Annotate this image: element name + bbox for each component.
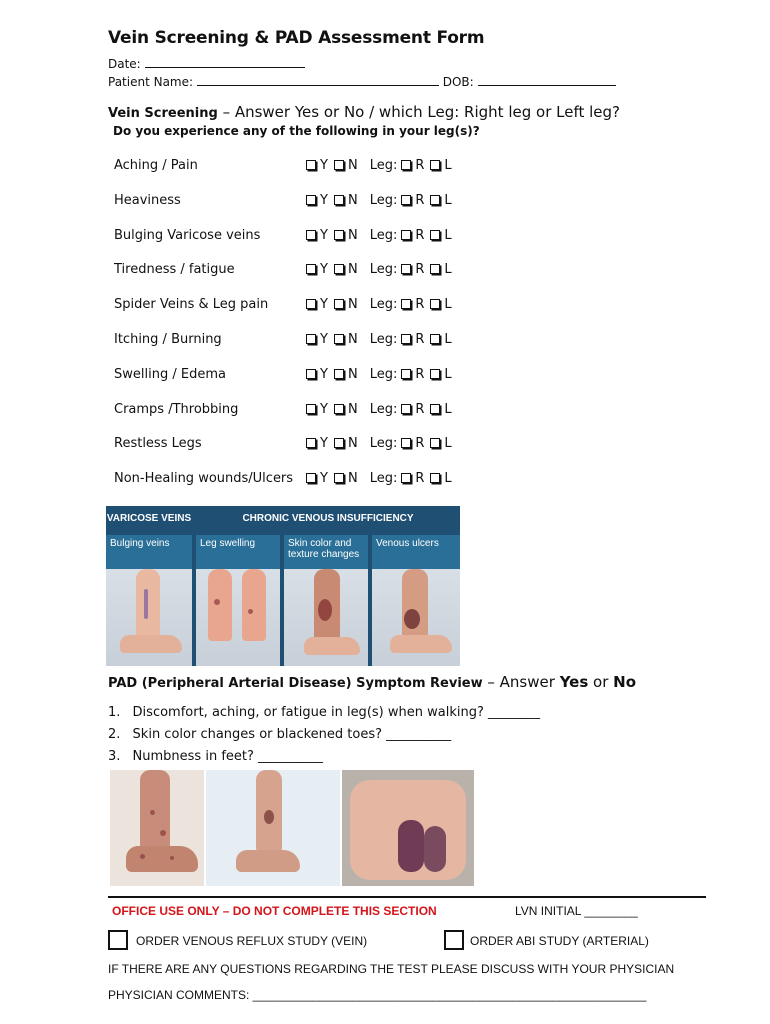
left-leg-option[interactable] [430,471,451,486]
checkbox-icon [401,195,411,205]
symptom-label: Restless Legs [114,436,202,452]
checkbox-icon [401,160,411,170]
leg-label: Leg: [369,366,398,382]
checkbox-icon [401,264,411,274]
left-label: L [444,158,452,173]
order-abi-checkbox[interactable] [444,930,462,948]
leg-label: Leg: [369,227,398,243]
left-leg-option[interactable] [430,193,451,208]
patient-row [108,73,616,89]
symptom-label: Heaviness [114,192,181,208]
checkbox-icon [306,369,316,379]
yes-label: Y [320,471,328,487]
left-leg-option[interactable] [430,297,451,312]
dob-field[interactable] [478,73,616,86]
right-leg-option[interactable] [401,158,424,173]
order-abi-label: ORDER ABI STUDY (ARTERIAL) [470,934,649,948]
vein-heading-bold: Vein Screening [108,106,218,121]
checkbox-icon [430,264,440,274]
yes-label: Y [320,192,328,208]
left-leg-option[interactable] [430,367,451,382]
yes-label: Y [320,158,328,173]
skin-changes-image [284,569,368,666]
checkbox-icon [306,160,316,170]
no-option[interactable] [334,332,358,347]
dob-label: DOB: [442,75,474,89]
date-row [108,55,305,71]
symptom-options [306,436,458,451]
vein-figure [106,506,460,666]
checkbox-icon [430,195,440,205]
checkbox-icon [401,299,411,309]
checkbox-icon [401,230,411,240]
left-label: L [444,401,452,417]
symptom-options [306,262,458,277]
yes-option[interactable] [306,228,328,243]
pad-toes-photo [342,770,474,886]
symptom-label: Spider Veins & Leg pain [114,297,269,313]
figure-panel-label: Leg swelling [196,535,280,569]
varicose-leg-image [106,569,192,666]
no-option[interactable] [334,193,358,208]
left-label: L [444,471,452,487]
left-leg-option[interactable] [430,228,451,243]
no-option[interactable] [334,367,358,382]
pad-item-number: 2. [108,727,121,742]
date-field[interactable] [145,55,305,68]
patient-name-field[interactable] [197,73,439,86]
symptom-row [114,402,474,422]
pad-item-number: 3. [108,749,121,764]
left-leg-option[interactable] [430,402,451,417]
checkbox-icon [334,195,344,205]
checkbox-icon [430,299,440,309]
leg-label: Leg: [369,297,398,313]
checkbox-icon [334,473,344,483]
symptom-row [114,262,474,282]
no-label: N [347,471,358,487]
left-label: L [444,436,452,452]
symptom-row [114,297,474,317]
right-leg-option[interactable] [401,332,424,347]
yes-option[interactable] [306,262,328,277]
left-leg-option[interactable] [430,158,451,173]
yes-label: Y [320,436,328,452]
patient-name-label: Patient Name: [108,75,194,89]
right-label: R [415,297,425,313]
figure-panel-label: Skin color and texture changes [284,535,368,569]
left-leg-option[interactable] [430,332,451,347]
left-leg-option[interactable] [430,436,451,451]
leg-label: Leg: [369,401,398,417]
symptom-row [114,228,474,248]
checkbox-icon [306,299,316,309]
right-leg-option[interactable] [401,402,424,417]
left-label: L [444,332,452,347]
symptom-label: Non-Healing wounds/Ulcers [114,471,294,487]
leg-label: Leg: [369,332,398,347]
yes-option[interactable] [306,297,328,312]
symptom-row [114,158,474,178]
checkbox-icon [334,438,344,448]
yes-option[interactable] [306,193,328,208]
checkbox-icon [306,230,316,240]
checkbox-icon [401,473,411,483]
right-label: R [415,436,425,452]
symptom-label: Tiredness / fatigue [114,262,235,278]
yes-option[interactable] [306,471,328,486]
figure-header-right: CHRONIC VENOUS INSUFFICIENCY [242,513,414,524]
leg-label: Leg: [369,192,398,208]
no-option[interactable] [334,402,358,417]
checkbox-icon [306,334,316,344]
right-leg-option[interactable] [401,262,424,277]
symptom-label: Aching / Pain [114,158,198,173]
checkbox-icon [430,160,440,170]
checkbox-icon [401,369,411,379]
no-label: N [347,436,358,452]
symptom-options [306,228,458,243]
right-leg-option[interactable] [401,436,424,451]
pad-item-number: 1. [108,705,121,720]
right-label: R [415,366,425,382]
checkbox-icon [306,473,316,483]
checkbox-icon [334,404,344,414]
lvn-initial[interactable]: LVN INITIAL ________ [515,904,638,918]
symptom-row [114,471,474,491]
left-leg-option[interactable] [430,262,451,277]
no-label: N [347,262,358,278]
left-label: L [444,366,452,382]
checkbox-icon [334,334,344,344]
right-label: R [415,192,425,208]
checkbox-icon [306,264,316,274]
checkbox-icon [430,404,440,414]
yes-option[interactable] [306,332,328,347]
pad-item [108,749,323,764]
right-label: R [415,227,425,243]
office-note: IF THERE ARE ANY QUESTIONS REGARDING THE TEST PLEASE DISCUSS WITH YOUR PHYSICIAN [108,962,675,976]
symptom-options [306,471,458,486]
no-option[interactable] [334,297,358,312]
pad-item-text: Numbness in feet? __________ [132,749,324,764]
right-label: R [415,401,425,417]
form-title: Vein Screening & PAD Assessment Form [108,28,485,48]
no-option[interactable] [334,436,358,451]
pad-legs-photo [206,770,340,886]
symptom-row [114,193,474,213]
symptom-options [306,402,458,417]
checkbox-icon [430,230,440,240]
symptom-options [306,332,458,347]
order-vein-label: ORDER VENOUS REFLUX STUDY (VEIN) [136,934,368,948]
left-label: L [444,262,452,278]
checkbox-icon [334,299,344,309]
pad-item [108,705,540,720]
left-label: L [444,192,452,208]
right-leg-option[interactable] [401,471,424,486]
checkbox-icon [401,404,411,414]
symptom-options [306,193,458,208]
checkbox-icon [401,438,411,448]
symptom-row [114,436,474,456]
checkbox-icon [430,334,440,344]
yes-option[interactable] [306,402,328,417]
pad-heading-dash: – Answer [482,673,560,691]
checkbox-icon [430,473,440,483]
leg-label: Leg: [369,471,398,487]
yes-label: Y [320,332,328,347]
symptom-row [114,332,474,352]
checkbox-icon [334,369,344,379]
no-label: N [347,332,358,347]
no-label: N [347,158,358,173]
no-label: N [347,297,358,313]
yes-label: Y [320,401,328,417]
right-leg-option[interactable] [401,367,424,382]
vein-heading [108,103,620,121]
checkbox-icon [334,264,344,274]
no-option[interactable] [334,228,358,243]
checkbox-icon [306,438,316,448]
right-leg-option[interactable] [401,193,424,208]
leg-label: Leg: [369,262,398,278]
yes-option[interactable] [306,367,328,382]
office-heading: OFFICE USE ONLY – DO NOT COMPLETE THIS SECTION [112,904,437,918]
pad-foot-photo [110,770,204,886]
no-label: N [347,227,358,243]
checkbox-icon [430,438,440,448]
yes-label: Y [320,297,328,313]
symptom-label: Bulging Varicose veins [114,227,261,243]
no-option[interactable] [334,471,358,486]
pad-no: No [613,673,637,691]
right-leg-option[interactable] [401,228,424,243]
venous-ulcer-image [372,569,460,666]
no-label: N [347,401,358,417]
pad-or: or [588,673,614,691]
figure-header-left: VARICOSE VEINS [106,513,192,524]
right-label: R [415,158,425,173]
yes-option[interactable] [306,158,328,173]
order-vein-checkbox[interactable] [108,930,126,948]
symptom-options [306,158,458,173]
left-label: L [444,227,452,243]
office-divider [108,896,706,898]
no-label: N [347,192,358,208]
no-option[interactable] [334,158,358,173]
checkbox-icon [430,369,440,379]
figure-panel-label: Venous ulcers [372,535,460,569]
pad-item-text: Skin color changes or blackened toes? __________ [132,727,452,742]
pad-heading [108,673,636,691]
symptom-row [114,367,474,387]
physician-comments[interactable]: PHYSICIAN COMMENTS: ___________________________________________________________ [108,988,647,1002]
no-label: N [347,366,358,382]
yes-label: Y [320,366,328,382]
checkbox-icon [334,160,344,170]
symptom-label: Swelling / Edema [114,366,226,382]
checkbox-icon [306,404,316,414]
vein-question: Do you experience any of the following in your leg(s)? [113,124,480,138]
symptom-label: Itching / Burning [114,332,222,347]
pad-item-text: Discomfort, aching, or fatigue in leg(s) when walking? ________ [132,705,540,720]
pad-item [108,727,451,742]
right-label: R [415,471,425,487]
checkbox-icon [401,334,411,344]
figure-panel-label: Bulging veins [106,535,192,569]
yes-label: Y [320,227,328,243]
left-label: L [444,297,452,313]
right-label: R [415,262,425,278]
checkbox-icon [306,195,316,205]
symptom-options [306,367,458,382]
right-leg-option[interactable] [401,297,424,312]
vein-heading-rest: – Answer Yes or No / which Leg: Right leg or Left leg? [217,103,620,121]
symptom-options [306,297,458,312]
yes-option[interactable] [306,436,328,451]
symptom-label: Cramps /Throbbing [114,401,239,417]
right-label: R [415,332,425,347]
leg-label: Leg: [369,436,398,452]
swollen-leg-image [196,569,280,666]
pad-heading-bold: PAD (Peripheral Arterial Disease) Symptom Review [108,676,483,691]
checkbox-icon [334,230,344,240]
yes-label: Y [320,262,328,278]
date-label: Date: [108,57,141,71]
leg-label: Leg: [369,158,398,173]
pad-yes: Yes [559,673,589,691]
no-option[interactable] [334,262,358,277]
